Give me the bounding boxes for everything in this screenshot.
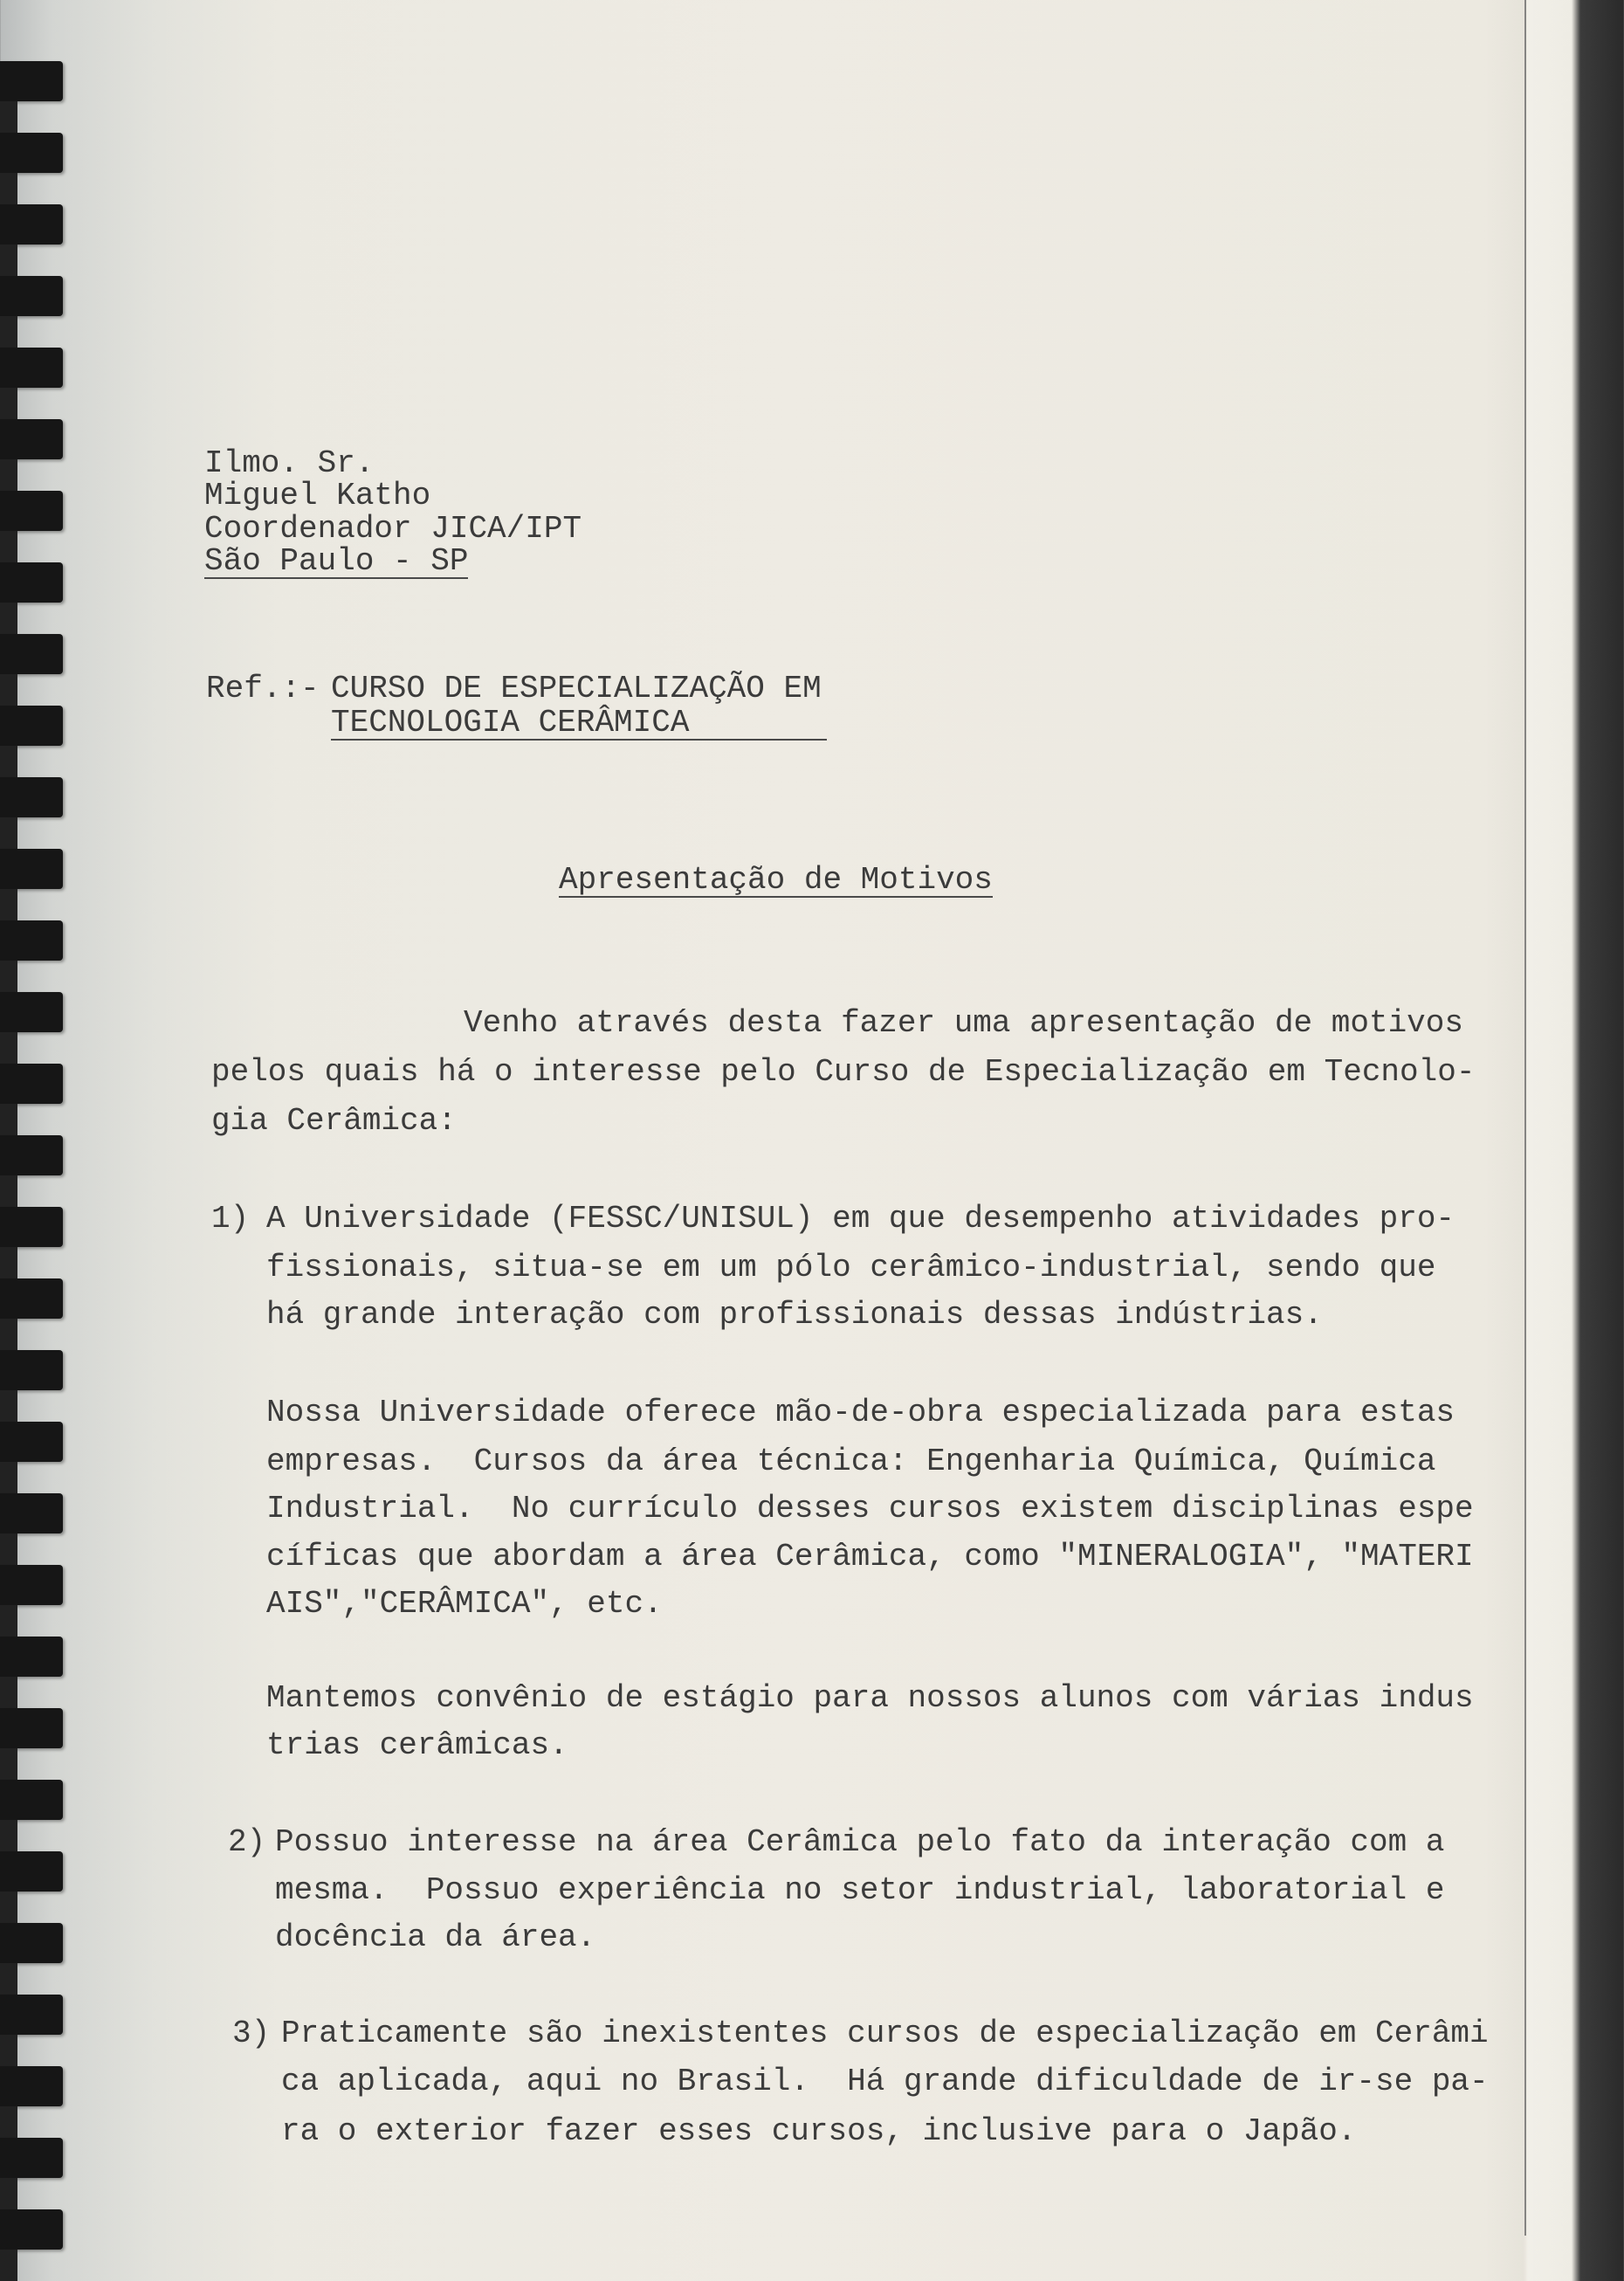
spiral-ring bbox=[0, 1995, 63, 2035]
spiral-ring bbox=[0, 1637, 63, 1677]
spiral-ring bbox=[0, 348, 63, 388]
spiral-ring bbox=[0, 920, 63, 961]
item-line: ra o exterior fazer esses cursos, inclusive para o Japão. bbox=[281, 2113, 1357, 2149]
ref-line-1: CURSO DE ESPECIALIZAÇÃO EM bbox=[331, 671, 822, 706]
address-line-2: Miguel Katho bbox=[204, 478, 431, 513]
item-line: docência da área. bbox=[275, 1919, 596, 1955]
spiral-ring bbox=[0, 133, 63, 173]
item-line: Possuo interesse na área Cerâmica pelo fato da interação com a bbox=[275, 1824, 1445, 1860]
address-line-1: Ilmo. Sr. bbox=[204, 445, 375, 481]
spiral-ring bbox=[0, 777, 63, 817]
item-line: Mantemos convênio de estágio para nossos alunos com várias indus bbox=[266, 1680, 1474, 1716]
spiral-ring bbox=[0, 1350, 63, 1390]
item-number: 2) bbox=[228, 1824, 266, 1860]
section-heading: Apresentação de Motivos bbox=[559, 862, 993, 898]
spiral-ring bbox=[0, 1422, 63, 1462]
spiral-ring bbox=[0, 849, 63, 889]
address-line-4: São Paulo - SP bbox=[204, 543, 469, 579]
item-line: mesma. Possuo experiência no setor industrial, laboratorial e bbox=[275, 1872, 1445, 1908]
item-line: A Universidade (FESSC/UNISUL) em que desempenho atividades pro- bbox=[266, 1201, 1455, 1237]
item-line: Praticamente são inexistentes cursos de especialização em Cerâmi bbox=[281, 2016, 1489, 2051]
item-number: 1) bbox=[211, 1201, 250, 1237]
item-line: há grande interação com profissionais dessas indústrias. bbox=[266, 1297, 1323, 1333]
spiral-ring bbox=[0, 1135, 63, 1175]
spiral-ring bbox=[0, 2209, 63, 2250]
spiral-ring bbox=[0, 1851, 63, 1892]
spiral-ring bbox=[0, 1207, 63, 1247]
spiral-ring bbox=[0, 491, 63, 531]
spiral-ring bbox=[0, 419, 63, 459]
spiral-ring bbox=[0, 1493, 63, 1533]
item-line: cíficas que abordam a área Cerâmica, como "MINERALOGIA", "MATERI bbox=[266, 1539, 1474, 1575]
spiral-ring bbox=[0, 1565, 63, 1605]
spiral-ring bbox=[0, 2138, 63, 2178]
spiral-ring bbox=[0, 276, 63, 316]
item-line: fissionais, situa-se em um pólo cerâmico-industrial, sendo que bbox=[266, 1250, 1436, 1285]
ref-label: Ref.:- bbox=[206, 671, 320, 706]
intro-line: Venho através desta fazer uma apresentação de motivos bbox=[464, 1005, 1463, 1041]
item-line: AIS","CERÂMICA", etc. bbox=[266, 1586, 663, 1622]
item-line: Nossa Universidade oferece mão-de-obra especializada para estas bbox=[266, 1395, 1455, 1430]
spiral-ring bbox=[0, 204, 63, 245]
spiral-ring bbox=[0, 1708, 63, 1748]
spiral-ring bbox=[0, 1780, 63, 1820]
spiral-ring bbox=[0, 706, 63, 746]
ref-line-2: TECNOLOGIA CERÂMICA bbox=[331, 707, 827, 741]
spiral-ring bbox=[0, 1278, 63, 1319]
item-line: empresas. Cursos da área técnica: Engenharia Química, Química bbox=[266, 1444, 1436, 1479]
page-edge-line bbox=[1524, 0, 1526, 2236]
item-number: 3) bbox=[232, 2016, 271, 2051]
spiral-ring bbox=[0, 2066, 63, 2106]
spiral-ring bbox=[0, 1064, 63, 1104]
address-line-3: Coordenador JICA/IPT bbox=[204, 511, 582, 547]
intro-line: gia Cerâmica: bbox=[211, 1103, 457, 1139]
spiral-ring bbox=[0, 634, 63, 674]
item-line: trias cerâmicas. bbox=[266, 1727, 568, 1763]
spiral-ring bbox=[0, 61, 63, 101]
spiral-ring bbox=[0, 562, 63, 603]
spiral-ring bbox=[0, 1923, 63, 1963]
spiral-binding bbox=[0, 0, 70, 2236]
item-line: Industrial. No currículo desses cursos existem disciplinas espe bbox=[266, 1491, 1474, 1526]
item-line: ca aplicada, aqui no Brasil. Há grande dificuldade de ir-se pa- bbox=[281, 2064, 1489, 2099]
spiral-ring bbox=[0, 992, 63, 1032]
intro-line: pelos quais há o interesse pelo Curso de Especialização em Tecnolo- bbox=[211, 1054, 1476, 1090]
